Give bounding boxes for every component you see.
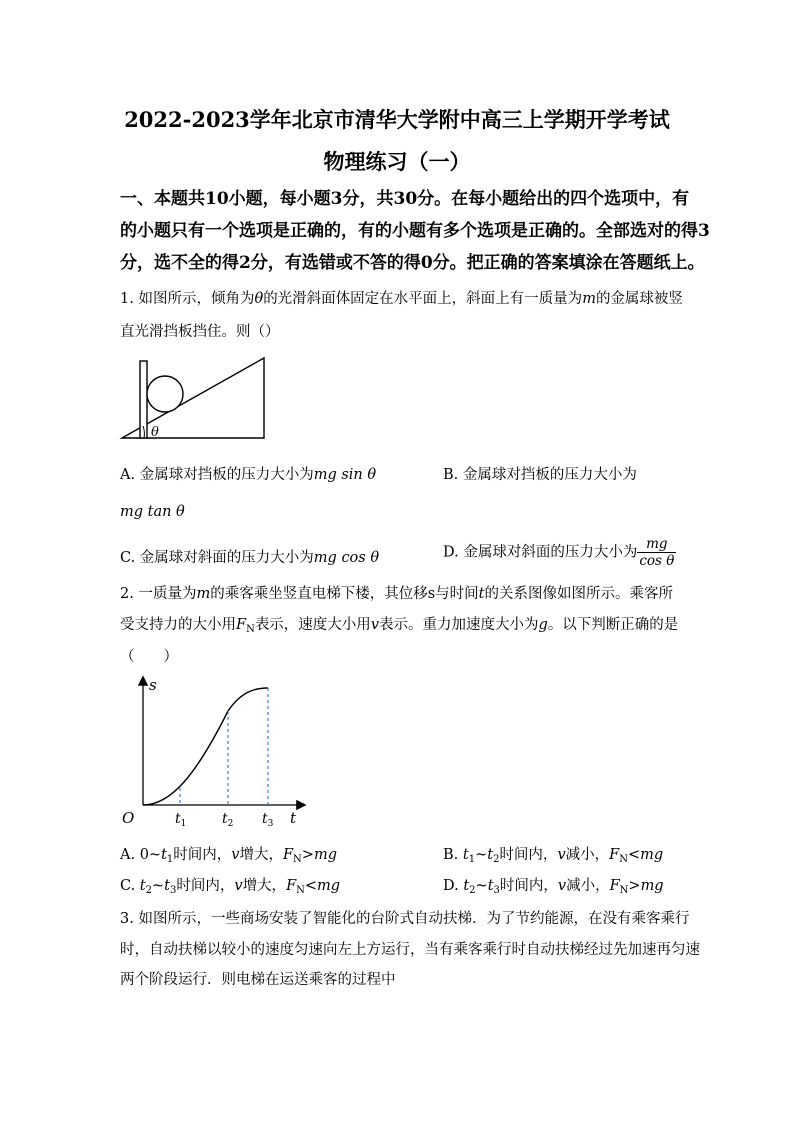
q1-incline-figure	[118, 354, 270, 444]
section-instruction-line-3: 分，选不全的得2分，有选错或不答的得0分。把正确的答案填涂在答题纸上。	[120, 253, 705, 273]
q3-line-1: 3. 如图所示，一些商场安装了智能化的台阶式自动扶梯．为了节约能源，在没有乘客乘行	[120, 911, 690, 927]
q2-st-graph	[116, 670, 316, 832]
section-instruction-line-1: 一、本题共10小题，每小题3分，共30分。在每小题给出的四个选项中，有	[120, 189, 690, 209]
q2-option-a[interactable]: A. $0\sim t_1$时间内，v增大，$F_N>mg$	[120, 847, 337, 865]
q3-line-2: 时，自动扶梯以较小的速度匀速向左上方运行，当有乘客乘行时自动扶梯经过先加速再匀速	[120, 942, 700, 958]
section-instruction-line-2: 的小题只有一个选项是正确的，有的小题有多个选项是正确的。全部选对的得3	[120, 221, 710, 241]
q2-line-3: （ ）	[120, 649, 178, 665]
metal-ball	[147, 376, 183, 412]
tick-t3: $t_3$	[262, 811, 274, 829]
q1-option-b[interactable]: B. 金属球对挡板的压力大小为	[443, 467, 637, 483]
s-axis-label: s	[149, 676, 157, 694]
theta-label: θ	[151, 425, 159, 440]
s-t-curve	[143, 688, 268, 805]
q3-line-3: 两个阶段运行．则电梯在运送乘客的过程中	[120, 972, 396, 988]
tick-t2: $t_2$	[222, 811, 234, 829]
q1-line-2: 直光滑挡板挡住。则（）	[120, 324, 280, 340]
q1-line-1: 1. 如图所示，倾角为θ的光滑斜面体固定在水平面上，斜面上有一质量为m的金属球被竖	[120, 291, 683, 307]
origin-label: O	[122, 809, 135, 827]
q3-number: 3.	[120, 911, 134, 927]
q2-option-b[interactable]: B. $t_1\sim t_2$时间内，v减小，$F_N<mg$	[443, 847, 664, 865]
page-subtitle: 物理练习（一）	[323, 149, 471, 174]
page-title: 2022-2023学年北京市清华大学附中高三上学期开学考试	[124, 107, 670, 132]
q2-line-2: 受支持力的大小用$F_N$表示，速度大小用v表示。重力加速度大小为g。以下判断正确的是	[120, 617, 679, 635]
q2-number: 2.	[120, 586, 134, 602]
q1-option-c[interactable]: C. 金属球对斜面的压力大小为mg cos θ	[120, 550, 380, 566]
q1-number: 1.	[120, 291, 134, 307]
q1-option-d[interactable]: D. 金属球对斜面的压力大小为 $\frac{mg}{\text{cos θ}}$	[443, 536, 675, 569]
q1-option-b-expr: mg tan θ	[120, 504, 185, 520]
fraction-mg-over-cos: $\frac{mg}{\text{cos θ}}$	[639, 536, 675, 569]
t-axis-label: t	[290, 809, 297, 827]
q2-line-1: 2. 一质量为m的乘客乘坐竖直电梯下楼，其位移s与时间t的关系图像如图所示。乘客所	[120, 586, 673, 602]
q1-option-a[interactable]: A. 金属球对挡板的压力大小为mg sin θ	[120, 467, 377, 483]
q2-option-c[interactable]: C. $t_2\sim t_3$时间内，v增大，$F_N<mg$	[120, 878, 341, 896]
tick-t1: $t_1$	[175, 811, 187, 829]
q2-option-d[interactable]: D. $t_2\sim t_3$时间内，v减小，$F_N>mg$	[443, 878, 664, 896]
